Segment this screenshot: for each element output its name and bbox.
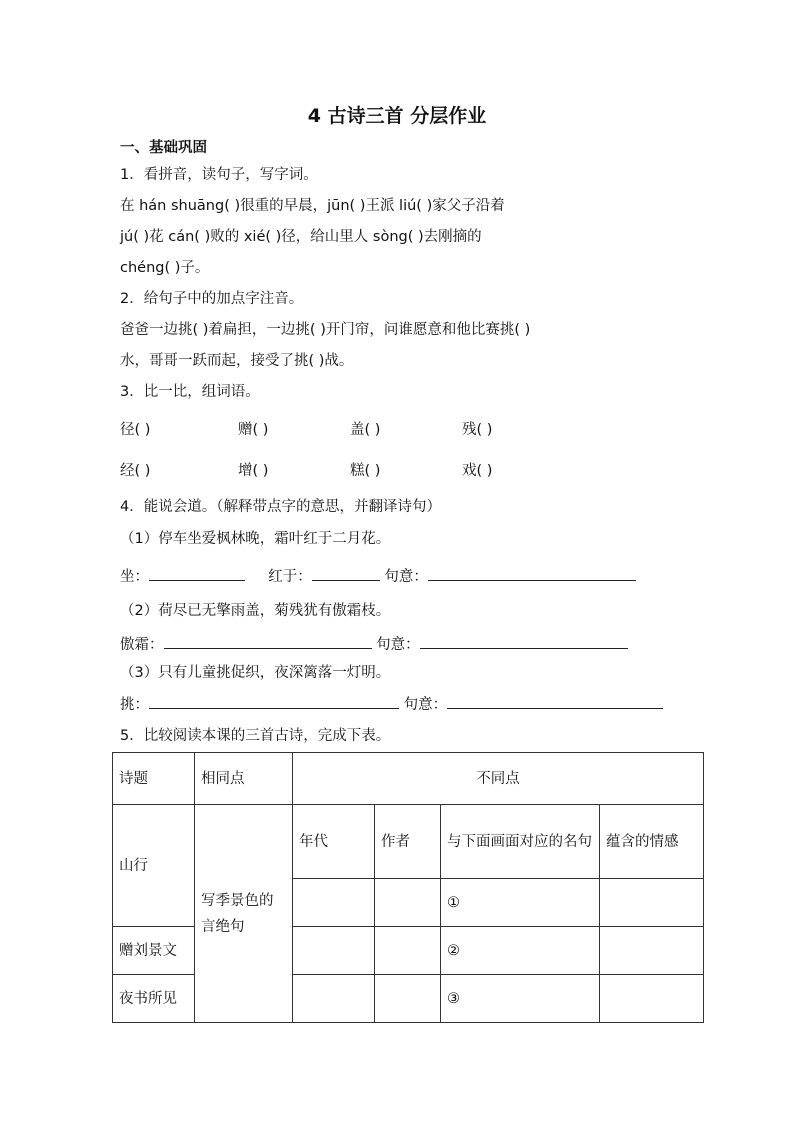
poem-title-zengliujingwen: 赠刘景文: [113, 927, 195, 975]
q4-label-juyi-3: 句意：: [403, 697, 448, 713]
q1-line-2: jú( )花 cán( )败的 xié( )径，给山里人 sòng( )去刚摘的: [120, 229, 482, 245]
q4-answer-line-3: [120, 694, 663, 715]
q2-line-2: 水，哥哥一跃而起，接受了挑( )战。: [120, 353, 354, 369]
q4-label-juyi-2: 句意：: [376, 637, 420, 653]
comparison-table: [112, 752, 704, 1023]
q1-stem: 1．看拼音，读句子，写字词。: [120, 167, 318, 183]
answer-blank[interactable]: [149, 566, 245, 581]
answer-blank[interactable]: [164, 634, 372, 649]
q3-word-gao: 糕( ): [350, 463, 381, 479]
header-different: 不同点: [293, 753, 704, 805]
table-cell-emotion[interactable]: [600, 927, 704, 975]
q3-word-xi: 戏( ): [462, 463, 493, 479]
table-cell-emotion[interactable]: [600, 879, 704, 927]
q2-stem: 2．给句子中的加点字注音。: [120, 291, 304, 307]
q3-word-gai: 盖( ): [350, 422, 381, 438]
q4-label-juyi-1: 句意：: [384, 569, 428, 585]
q4-stem: 4．能说会道。（解释带点字的意思，并翻译诗句）: [120, 499, 441, 515]
q2-line-1: 爸爸一边挑( )着扁担，一边挑( )开门帘，问谁愿意和他比赛挑( ): [120, 322, 531, 338]
table-cell-emotion[interactable]: [600, 975, 704, 1023]
q4-poem-3: （3）只有儿童挑促织，夜深篱落一灯明。: [120, 665, 391, 681]
table-cell-line-mark[interactable]: ①: [441, 879, 600, 927]
q3-word-zeng2: 增( ): [238, 463, 269, 479]
answer-blank[interactable]: [149, 694, 399, 709]
q3-word-jing: 径( ): [120, 422, 151, 438]
q1-line-3: chéng( )子。: [120, 260, 210, 276]
q4-label-aoshuang: 傲霜：: [120, 637, 164, 653]
poem-title-yeshusuojian: 夜书所见: [113, 975, 195, 1023]
subheader-author: 作者: [375, 805, 441, 879]
q3-stem: 3．比一比，组词语。: [120, 384, 260, 400]
table-cell-line-mark[interactable]: ③: [441, 975, 600, 1023]
header-poem-title: 诗题: [113, 753, 195, 805]
table-cell-author[interactable]: [375, 927, 441, 975]
page-title: 4 古诗三首 分层作业: [307, 105, 487, 127]
q4-answer-line-1: [120, 566, 636, 587]
table-cell-era[interactable]: [293, 879, 375, 927]
q4-label-tiao: 挑：: [120, 697, 149, 713]
q3-word-jing2: 经( ): [120, 463, 151, 479]
subheader-matching-line: 与下面画面对应的名句: [441, 805, 600, 879]
subheader-era: 年代: [293, 805, 375, 879]
q3-word-can: 残( ): [462, 422, 493, 438]
answer-blank[interactable]: [312, 566, 380, 581]
table-cell-line-mark[interactable]: ②: [441, 927, 600, 975]
q3-word-zeng: 赠( ): [238, 422, 269, 438]
q5-stem: 5．比较阅读本课的三首古诗，完成下表。: [120, 728, 391, 744]
q4-label-hongyu: 红于：: [268, 569, 312, 585]
subheader-emotion: 蕴含的情感: [600, 805, 704, 879]
q1-line-1: 在 hán shuāng( )很重的早晨，jūn( )王派 liú( )家父子沿着: [120, 198, 505, 214]
answer-blank[interactable]: [447, 694, 663, 709]
q4-poem-1: （1）停车坐爱枫林晚，霜叶红于二月花。: [120, 531, 391, 547]
section-heading-basics: 一、基础巩固: [120, 140, 207, 156]
q4-label-zuo: 坐：: [120, 569, 149, 585]
q4-answer-line-2: [120, 634, 628, 655]
answer-blank[interactable]: [428, 566, 636, 581]
table-cell-era[interactable]: [293, 927, 375, 975]
poem-title-shanxing: 山行: [113, 805, 195, 927]
answer-blank[interactable]: [420, 634, 628, 649]
same-point-cell[interactable]: 写季景色的言绝句: [195, 805, 293, 1023]
header-same: 相同点: [195, 753, 293, 805]
table-cell-era[interactable]: [293, 975, 375, 1023]
table-cell-author[interactable]: [375, 975, 441, 1023]
q4-poem-2: （2）荷尽已无擎雨盖，菊残犹有傲霜枝。: [120, 603, 391, 619]
table-cell-author[interactable]: [375, 879, 441, 927]
